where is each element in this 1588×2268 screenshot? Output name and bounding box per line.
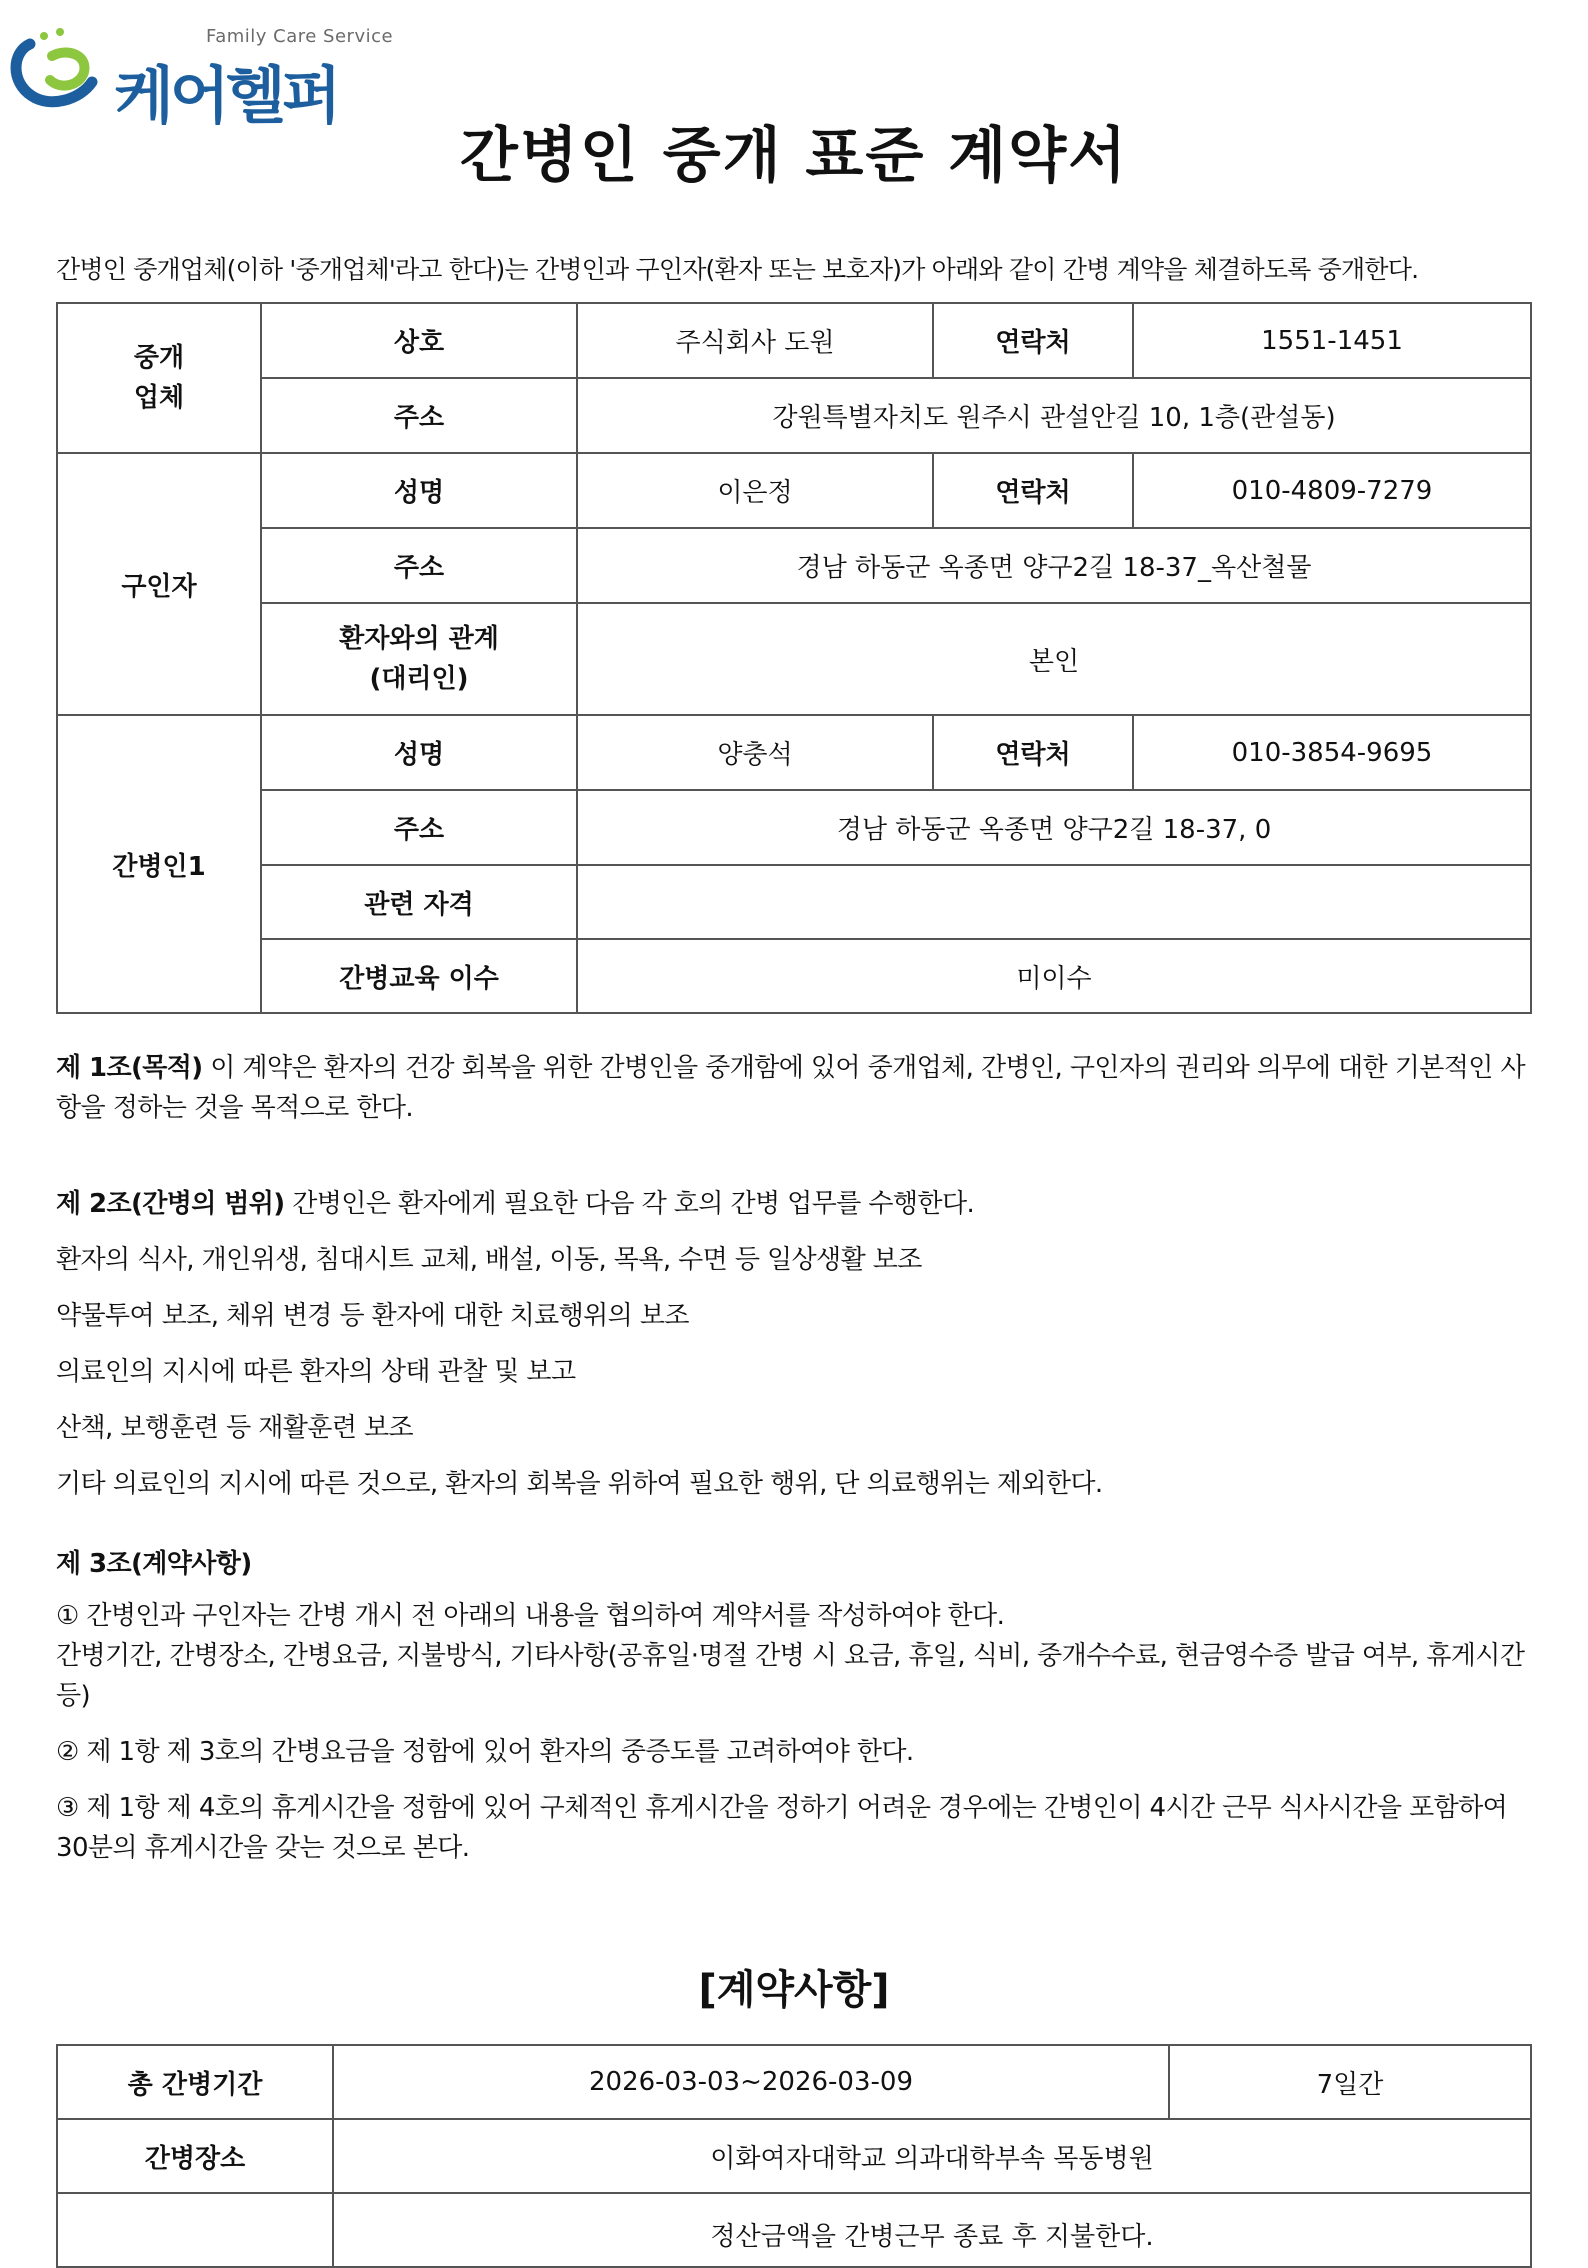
article-2-item: 약물투여 보조, 체위 변경 등 환자에 대한 치료행위의 보조 — [56, 1301, 689, 1331]
article-3-title: 제 3조(계약사항) — [56, 1549, 252, 1579]
client-contact-value: 010-4809-7279 — [1133, 453, 1531, 528]
logo-swoosh-icon — [10, 26, 110, 116]
caregiver-address-label: 주소 — [261, 790, 577, 865]
client-address-label: 주소 — [261, 528, 577, 603]
article-2 — [56, 1184, 1536, 1224]
article-1 — [56, 1048, 1536, 1128]
article-1-text: 이 계약은 환자의 건강 회복을 위한 간병인을 중개함에 있어 중개업체, 간병인, 구인자의 권리와 의무에 대한 기본적인 사항을 정하는 것을 목적으로 한다. — [56, 1053, 1525, 1123]
client-contact-label: 연락처 — [933, 453, 1133, 528]
caregiver-education-value: 미이수 — [577, 939, 1531, 1013]
broker-group-label: 중개 업체 — [57, 303, 261, 453]
article-3-clause-1-detail: 간병기간, 간병장소, 간병요금, 지불방식, 기타사항(공휴일·명절 간병 시 요금, 휴일, 식비, 중개수수료, 현금영수증 발급 여부, 휴게시간 등) — [56, 1641, 1525, 1711]
client-name-value: 이은정 — [577, 453, 933, 528]
broker-address-value: 강원특별자치도 원주시 관설안길 10, 1층(관설동) — [577, 378, 1531, 453]
article-2-item: 산책, 보행훈련 등 재활훈련 보조 — [56, 1413, 414, 1443]
article-2-item: 의료인의 지시에 따른 환자의 상태 관찰 및 보고 — [56, 1357, 576, 1387]
logo-brand-name: 케어헬퍼 — [114, 59, 338, 132]
caregiver-name-label: 성명 — [261, 715, 577, 790]
article-3-clause-2: ② 제 1항 제 3호의 간병요금을 정함에 있어 환자의 중증도를 고려하여야 한다. — [56, 1737, 914, 1767]
caregiver-name-value: 양충석 — [577, 715, 933, 790]
article-3-clause-3: ③ 제 1항 제 4호의 휴게시간을 정함에 있어 구체적인 휴게시간을 정하기 어려운 경우에는 간병인이 4시간 근무 식사시간을 포함하여 30분의 휴게시간을 갖는 것으로 본다. — [56, 1793, 1508, 1863]
intro-paragraph: 간병인 중개업체(이하 '중개업체'라고 한다)는 간병인과 구인자(환자 또는 보호자)가 아래와 같이 간병 계약을 체결하도록 중개한다. — [56, 255, 1419, 284]
broker-contact-label: 연락처 — [933, 303, 1133, 378]
logo-tagline: Family Care Service — [206, 26, 394, 47]
client-relation-label: 환자와의 관계 (대리인) — [261, 603, 577, 715]
period-label: 총 간병기간 — [57, 2045, 333, 2119]
document-title: 간병인 중개 표준 계약서 — [459, 121, 1129, 191]
contract-details-table — [56, 2044, 1532, 2268]
article-2-title: 제 2조(간병의 범위) — [56, 1189, 285, 1219]
broker-name-label: 상호 — [261, 303, 577, 378]
caregiver-contact-label: 연락처 — [933, 715, 1133, 790]
article-2-item: 기타 의료인의 지시에 따른 것으로, 환자의 회복을 위하여 필요한 행위, 단 의료행위는 제외한다. — [56, 1469, 1103, 1499]
period-value: 2026-03-03~2026-03-09 — [333, 2045, 1169, 2119]
contract-section-title: [계약사항] — [698, 1967, 890, 2013]
article-3-clause-1: ① 간병인과 구인자는 간병 개시 전 아래의 내용을 협의하여 계약서를 작성하여야 한다. — [56, 1601, 1005, 1631]
caregiver-address-value: 경남 하동군 옥종면 양구2길 18-37, 0 — [577, 790, 1531, 865]
party-info-table — [56, 302, 1532, 1014]
place-value: 이화여자대학교 의과대학부속 목동병원 — [333, 2119, 1531, 2193]
company-logo — [10, 22, 410, 132]
caregiver-contact-value: 010-3854-9695 — [1133, 715, 1531, 790]
client-group-label: 구인자 — [57, 453, 261, 715]
broker-contact-value: 1551-1451 — [1133, 303, 1531, 378]
place-label: 간병장소 — [57, 2119, 333, 2193]
broker-address-label: 주소 — [261, 378, 577, 453]
caregiver-group-label: 간병인1 — [57, 715, 261, 1013]
client-name-label: 성명 — [261, 453, 577, 528]
article-2-text: 간병인은 환자에게 필요한 다음 각 호의 간병 업무를 수행한다. — [284, 1189, 975, 1219]
client-address-value: 경남 하동군 옥종면 양구2길 18-37_옥산철물 — [577, 528, 1531, 603]
caregiver-qualification-label: 관련 자격 — [261, 865, 577, 939]
articles-section — [56, 1048, 1536, 1868]
article-2-item: 환자의 식사, 개인위생, 침대시트 교체, 배설, 이동, 목욕, 수면 등 일상생활 보조 — [56, 1245, 922, 1275]
caregiver-qualification-value — [577, 865, 1531, 939]
article-1-title: 제 1조(목적) — [56, 1053, 203, 1083]
payment-label-cell — [57, 2193, 333, 2267]
period-days: 7일간 — [1169, 2045, 1531, 2119]
broker-name-value: 주식회사 도원 — [577, 303, 933, 378]
payment-note: 정산금액을 간병근무 종료 후 지불한다. — [333, 2193, 1531, 2267]
caregiver-education-label: 간병교육 이수 — [261, 939, 577, 1013]
client-relation-value: 본인 — [577, 603, 1531, 715]
